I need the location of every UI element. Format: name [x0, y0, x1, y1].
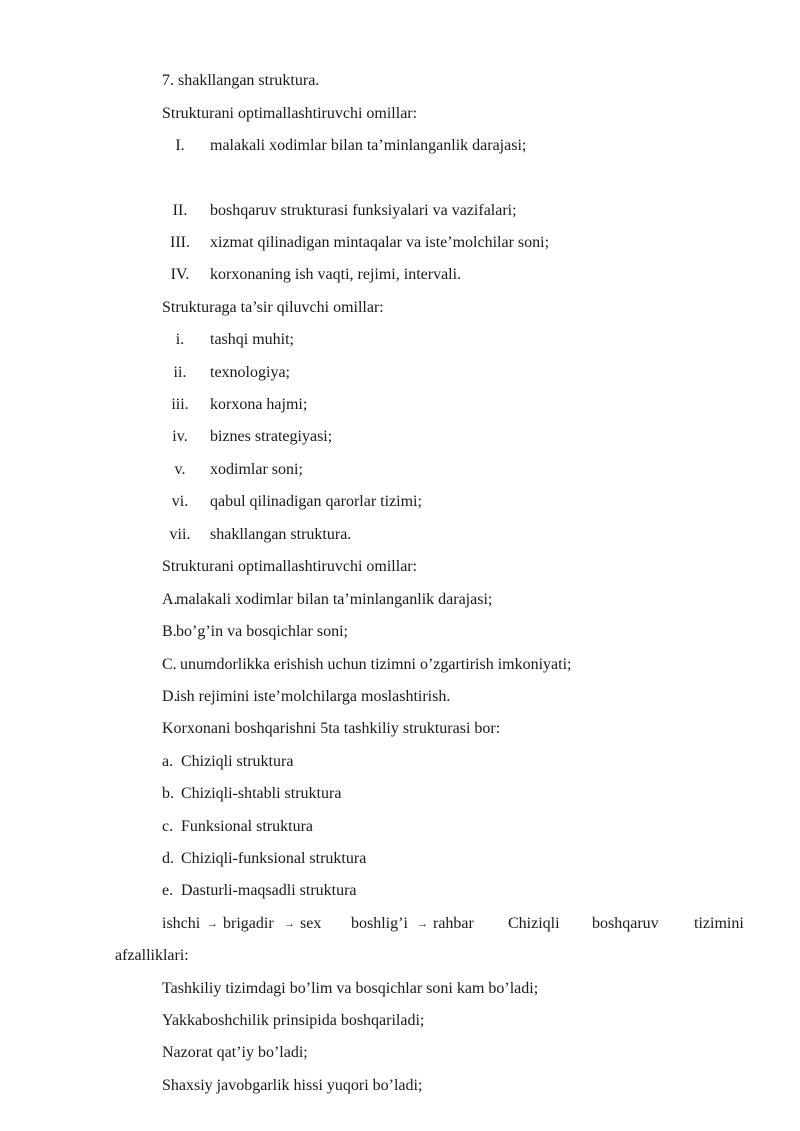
list-marker: ii. [173, 364, 187, 381]
flow-word: ishchi [162, 915, 201, 932]
list-marker: c. [162, 818, 174, 835]
list-item-text: bo’g’in va bosqichlar soni; [176, 623, 348, 640]
list-item [0, 362, 800, 384]
list-item [0, 394, 800, 416]
section-heading: Korxonani boshqarishni 5ta tashkiliy strukturasi bor: [162, 720, 501, 737]
list-item-text: shakllangan struktura. [210, 526, 352, 543]
list-marker: a. [162, 753, 174, 770]
list-item-text: Funksional struktura [181, 818, 313, 835]
list-item-text: unumdorlikka erishish uchun tizimni o’zgartirish imkoniyati; [180, 656, 572, 673]
flow-line [0, 913, 800, 935]
list-marker: C. [162, 656, 177, 673]
list-item-text: ish rejimini iste’molchilarga moslashtirish. [176, 688, 451, 705]
list-item-text: Chiziqli-shtabli struktura [181, 785, 342, 802]
list-item [0, 654, 800, 676]
list-item [0, 459, 800, 481]
list-item [0, 816, 800, 838]
list-marker: I. [175, 137, 185, 154]
flow-word: brigadir [223, 915, 274, 932]
list-marker: d. [162, 850, 174, 867]
list-marker: iii. [171, 396, 189, 413]
list-item-text: xizmat qilinadigan mintaqalar va iste’molchilar soni; [210, 234, 550, 251]
list-marker: IV. [170, 266, 190, 283]
list-item [0, 848, 800, 870]
list-item [0, 135, 800, 157]
list-marker: i. [175, 331, 185, 348]
list-item-text: biznes strategiyasi; [210, 428, 333, 445]
list-item [0, 426, 800, 448]
list-item-text: Chiziqli-funksional struktura [181, 850, 367, 867]
list-item-text: korxonaning ish vaqti, rejimi, intervali. [210, 266, 462, 283]
list-item [0, 621, 800, 643]
paragraph-line: Tashkiliy tizimdagi bo’lim va bosqichlar soni kam bo’ladi; [162, 980, 539, 997]
arrow-icon: → [207, 918, 218, 930]
list-item [0, 686, 800, 708]
list-marker: vii. [169, 526, 191, 543]
list-item [0, 329, 800, 351]
list-item-text: tashqi muhit; [210, 331, 294, 348]
arrow-icon: → [284, 918, 295, 930]
list-item-text: texnologiya; [210, 364, 290, 381]
paragraph-line: Nazorat qat’iy bo’ladi; [162, 1044, 308, 1061]
list-item-text: malakali xodimlar bilan ta’minlanganlik darajasi; [210, 137, 527, 154]
list-item-text: malakali xodimlar bilan ta’minlanganlik darajasi; [176, 591, 493, 608]
flow-word: sex [300, 915, 322, 932]
section-heading: Strukturani optimallashtiruvchi omillar: [162, 558, 418, 575]
list-marker: vi. [171, 493, 189, 510]
list-item [0, 524, 800, 546]
list-marker: D. [162, 688, 178, 705]
paragraph-line: 7. shakllangan struktura. [162, 72, 320, 89]
list-marker: B. [162, 623, 177, 640]
list-item-text: qabul qilinadigan qarorlar tizimi; [210, 493, 422, 510]
list-marker: b. [162, 785, 174, 802]
list-marker: e. [162, 882, 174, 899]
list-marker: iv. [172, 428, 188, 445]
list-item [0, 751, 800, 773]
list-marker: III. [170, 234, 190, 251]
paragraph-line: Yakkaboshchilik prinsipida boshqariladi; [162, 1012, 425, 1029]
list-item [0, 783, 800, 805]
list-marker: A. [162, 591, 178, 608]
list-marker: II. [172, 202, 188, 219]
arrow-icon: → [417, 918, 428, 930]
paragraph-line: Shaxsiy javobgarlik hissi yuqori bo’ladi; [162, 1077, 423, 1094]
list-item [0, 232, 800, 254]
list-item-text: boshqaruv strukturasi funksiyalari va vazifalari; [210, 202, 517, 219]
list-item-text: korxona hajmi; [210, 396, 308, 413]
list-marker: v. [174, 461, 186, 478]
flow-word: Chiziqli [508, 915, 560, 932]
flow-word: rahbar [433, 915, 474, 932]
paragraph-line: afzalliklari: [115, 947, 189, 964]
list-item [0, 589, 800, 611]
list-item [0, 264, 800, 286]
list-item-text: xodimlar soni; [210, 461, 303, 478]
list-item [0, 880, 800, 902]
list-item-text: Chiziqli struktura [181, 753, 294, 770]
flow-word: tizimini [694, 915, 744, 932]
list-item [0, 491, 800, 513]
flow-word: boshlig’i [351, 915, 408, 932]
section-heading: Strukturaga ta’sir qiluvchi omillar: [162, 299, 384, 316]
list-item-text: Dasturli-maqsadli struktura [181, 882, 357, 899]
list-item [0, 200, 800, 222]
section-heading: Strukturani optimallashtiruvchi omillar: [162, 105, 418, 122]
flow-word: boshqaruv [592, 915, 659, 932]
